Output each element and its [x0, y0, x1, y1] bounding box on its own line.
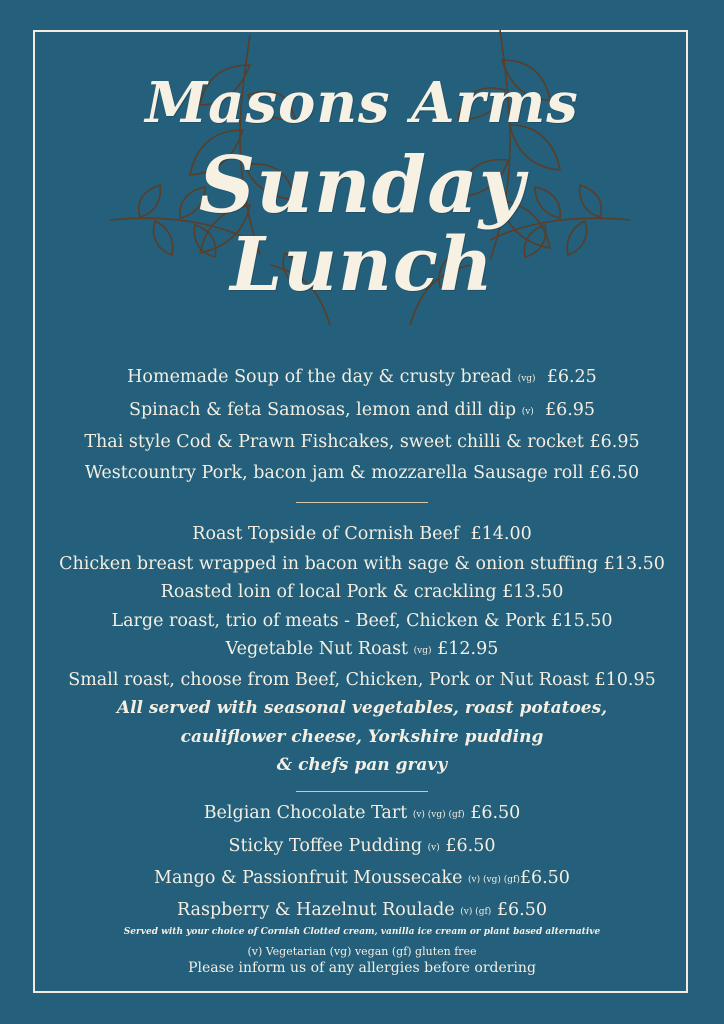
- menu-item: Roast Topside of Cornish Beef £14.00: [192, 524, 532, 544]
- menu-item: Roasted loin of local Pork & crackling £13.50: [160, 582, 564, 602]
- section-divider: [296, 502, 428, 503]
- allergy-notice: Please inform us of any allergies before ordering: [188, 960, 536, 976]
- starters-section: [0, 362, 724, 488]
- menu-item: Belgian Chocolate Tart (v) (vg) (gf) £6.50: [203, 803, 521, 823]
- pub-name-heading: Masons Arms: [145, 70, 579, 136]
- menu-item: Thai style Cod & Prawn Fishcakes, sweet chilli & rocket £6.95: [84, 432, 640, 452]
- menu-item: Homemade Soup of the day & crusty bread (vg) £6.25: [127, 367, 597, 387]
- menu-item: Mango & Passionfruit Moussecake (v) (vg) (gf)£6.50: [154, 868, 570, 888]
- menu-item: Vegetable Nut Roast (vg) £12.95: [225, 639, 499, 659]
- menu-item: Spinach & feta Samosas, lemon and dill dip (v) £6.95: [128, 399, 596, 420]
- lunch-heading: Lunch: [230, 222, 494, 308]
- menu-item: Small roast, choose from Beef, Chicken, Pork or Nut Roast £10.95: [68, 669, 656, 690]
- menu-item: Raspberry & Hazelnut Roulade (v) (gf) £6.50: [176, 899, 547, 920]
- section-divider: [296, 791, 428, 792]
- menu-item: Westcountry Pork, bacon jam & mozzarella Sausage roll £6.50: [84, 462, 640, 483]
- desserts-section: [0, 798, 724, 938]
- desserts-serving-note: Served with your choice of Cornish Clotted cream, vanilla ice cream or plant based alternative: [123, 926, 601, 937]
- mains-accompaniments-note: All served with seasonal vegetables, roast potatoes, cauliflower cheese, Yorkshire pudding & chefs pan gravy: [116, 698, 608, 775]
- dietary-legend: (v) Vegetarian (vg) vegan (gf) gluten free: [247, 945, 477, 958]
- sunday-heading: Sunday: [198, 140, 526, 231]
- mains-section: [0, 519, 724, 780]
- menu-item: Large roast, trio of meats - Beef, Chicken & Pork £15.50: [111, 610, 613, 631]
- menu-item: Chicken breast wrapped in bacon with sage & onion stuffing £13.50: [59, 553, 665, 574]
- footer-notes: [0, 945, 724, 977]
- menu-item: Sticky Toffee Pudding (v) £6.50: [228, 835, 496, 856]
